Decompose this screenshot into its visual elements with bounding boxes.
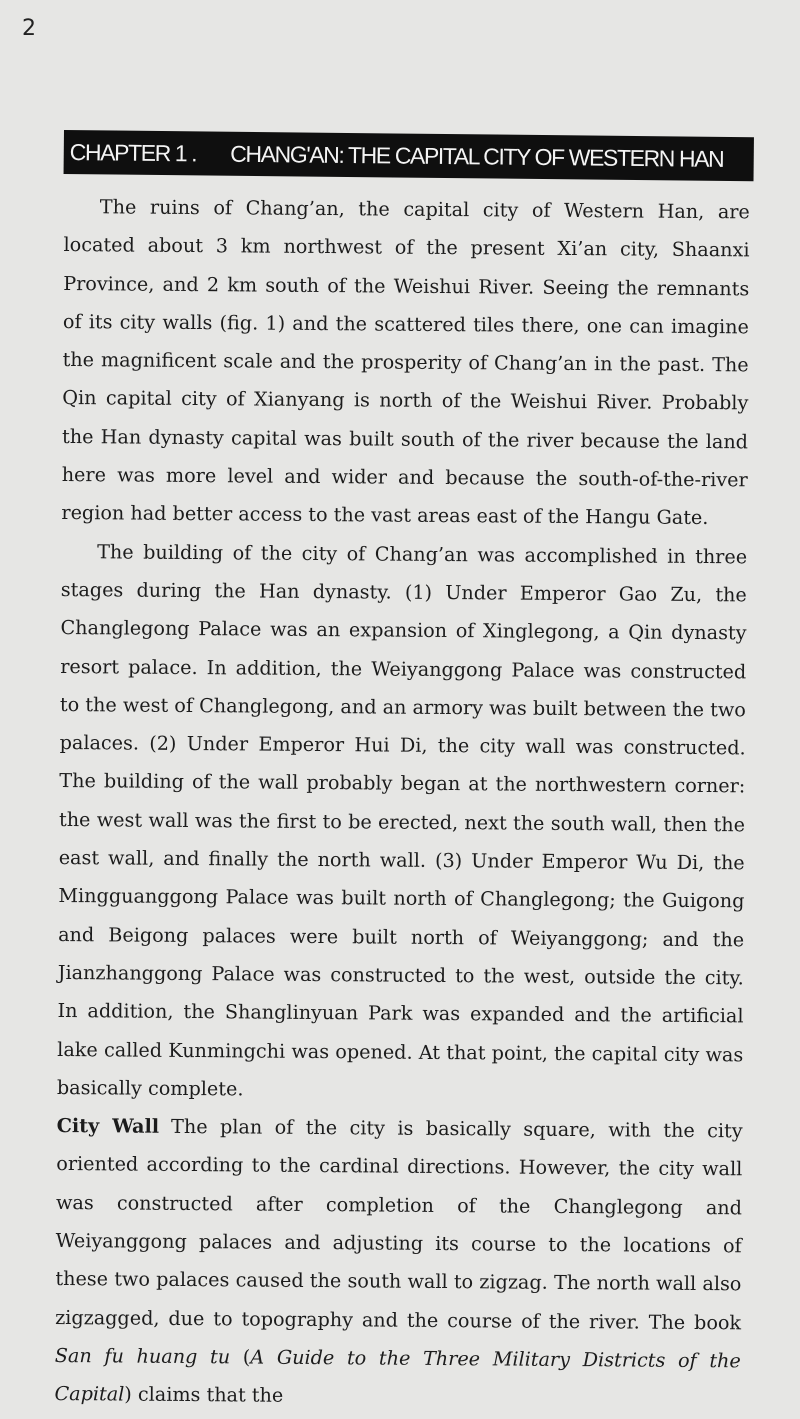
paragraph-city-wall [54,1107,742,1419]
chapter-heading [64,130,754,181]
city-wall-text-end: ) claims that the [124,1382,284,1407]
paren-open: ( [230,1345,251,1369]
paragraph-building-stages: The building of the city of Chang’an was accomplished in three stages during the Han dynasty. (1) Under Emperor Gao Zu, the Changlegong Palace was an expansion of Xinglegong, a Qin dynasty resort palace. In addition, the Weiyanggong Palace was constructed to the west of Changlegong, and an armory was built between the two palaces. (2) Under Emperor Hui Di, the city wall was constructed. The building of the wall probably began at the northwestern corner: the west wall was the first to be erected, next the south wall, then the east wall, and finally the north wall. (3) Under Emperor Wu Di, the Mingguanggong Palace was built north of Changlegong; the Guigong and Beigong palaces were built north of Weiyanggong; and the Jianzhanggong Palace was constructed to the west, outside the city. In addition, the Shanglinyuan Park was expanded and the artificial lake called Kunmingchi was opened. At that point, the capital city was basically complete. [56,539,748,1101]
chapter-title: CHANG'AN: THE CAPITAL CITY OF WESTERN HAN [230,140,724,172]
paragraph-intro: The ruins of Chang’an, the capital city of Western Han, are located about 3 km northwest of the present Xi’an city, Shaanxi Province, and 2 km south of the Weishui River. Seeing the remnants of its city walls (fig. 1) and the scattered tiles there, one can imagine the magnificent scale and the prosperity of Chang’an in the past. The Qin capital city of Xianyang is north of the Weishui River. Probably the Han dynasty capital was built south of the river because the land here was more level and wider and because the south-of-the-river region had better access to the vast areas east of the Hangu Gate. [61,195,750,530]
chapter-number: CHAPTER 1 . [69,138,197,166]
page-number: 2 [22,16,36,41]
book-title: San fu huang tu [54,1343,231,1369]
body-text [54,188,750,1419]
book-translation: A Guide to the Three Military Districts of the Capital [54,1345,741,1406]
section-heading-city-wall: City Wall [56,1114,160,1138]
city-wall-text: The plan of the city is basically square, with the city oriented according to the cardinal directions. However, the city wall was constructed after completion of the Changlegong and Weiyanggong palaces and adjusting its course to the locations of these two palaces caused the south wall to zigzag. The north wall also zigzagged, due to topography and the course of the river. The book [55,1114,743,1334]
